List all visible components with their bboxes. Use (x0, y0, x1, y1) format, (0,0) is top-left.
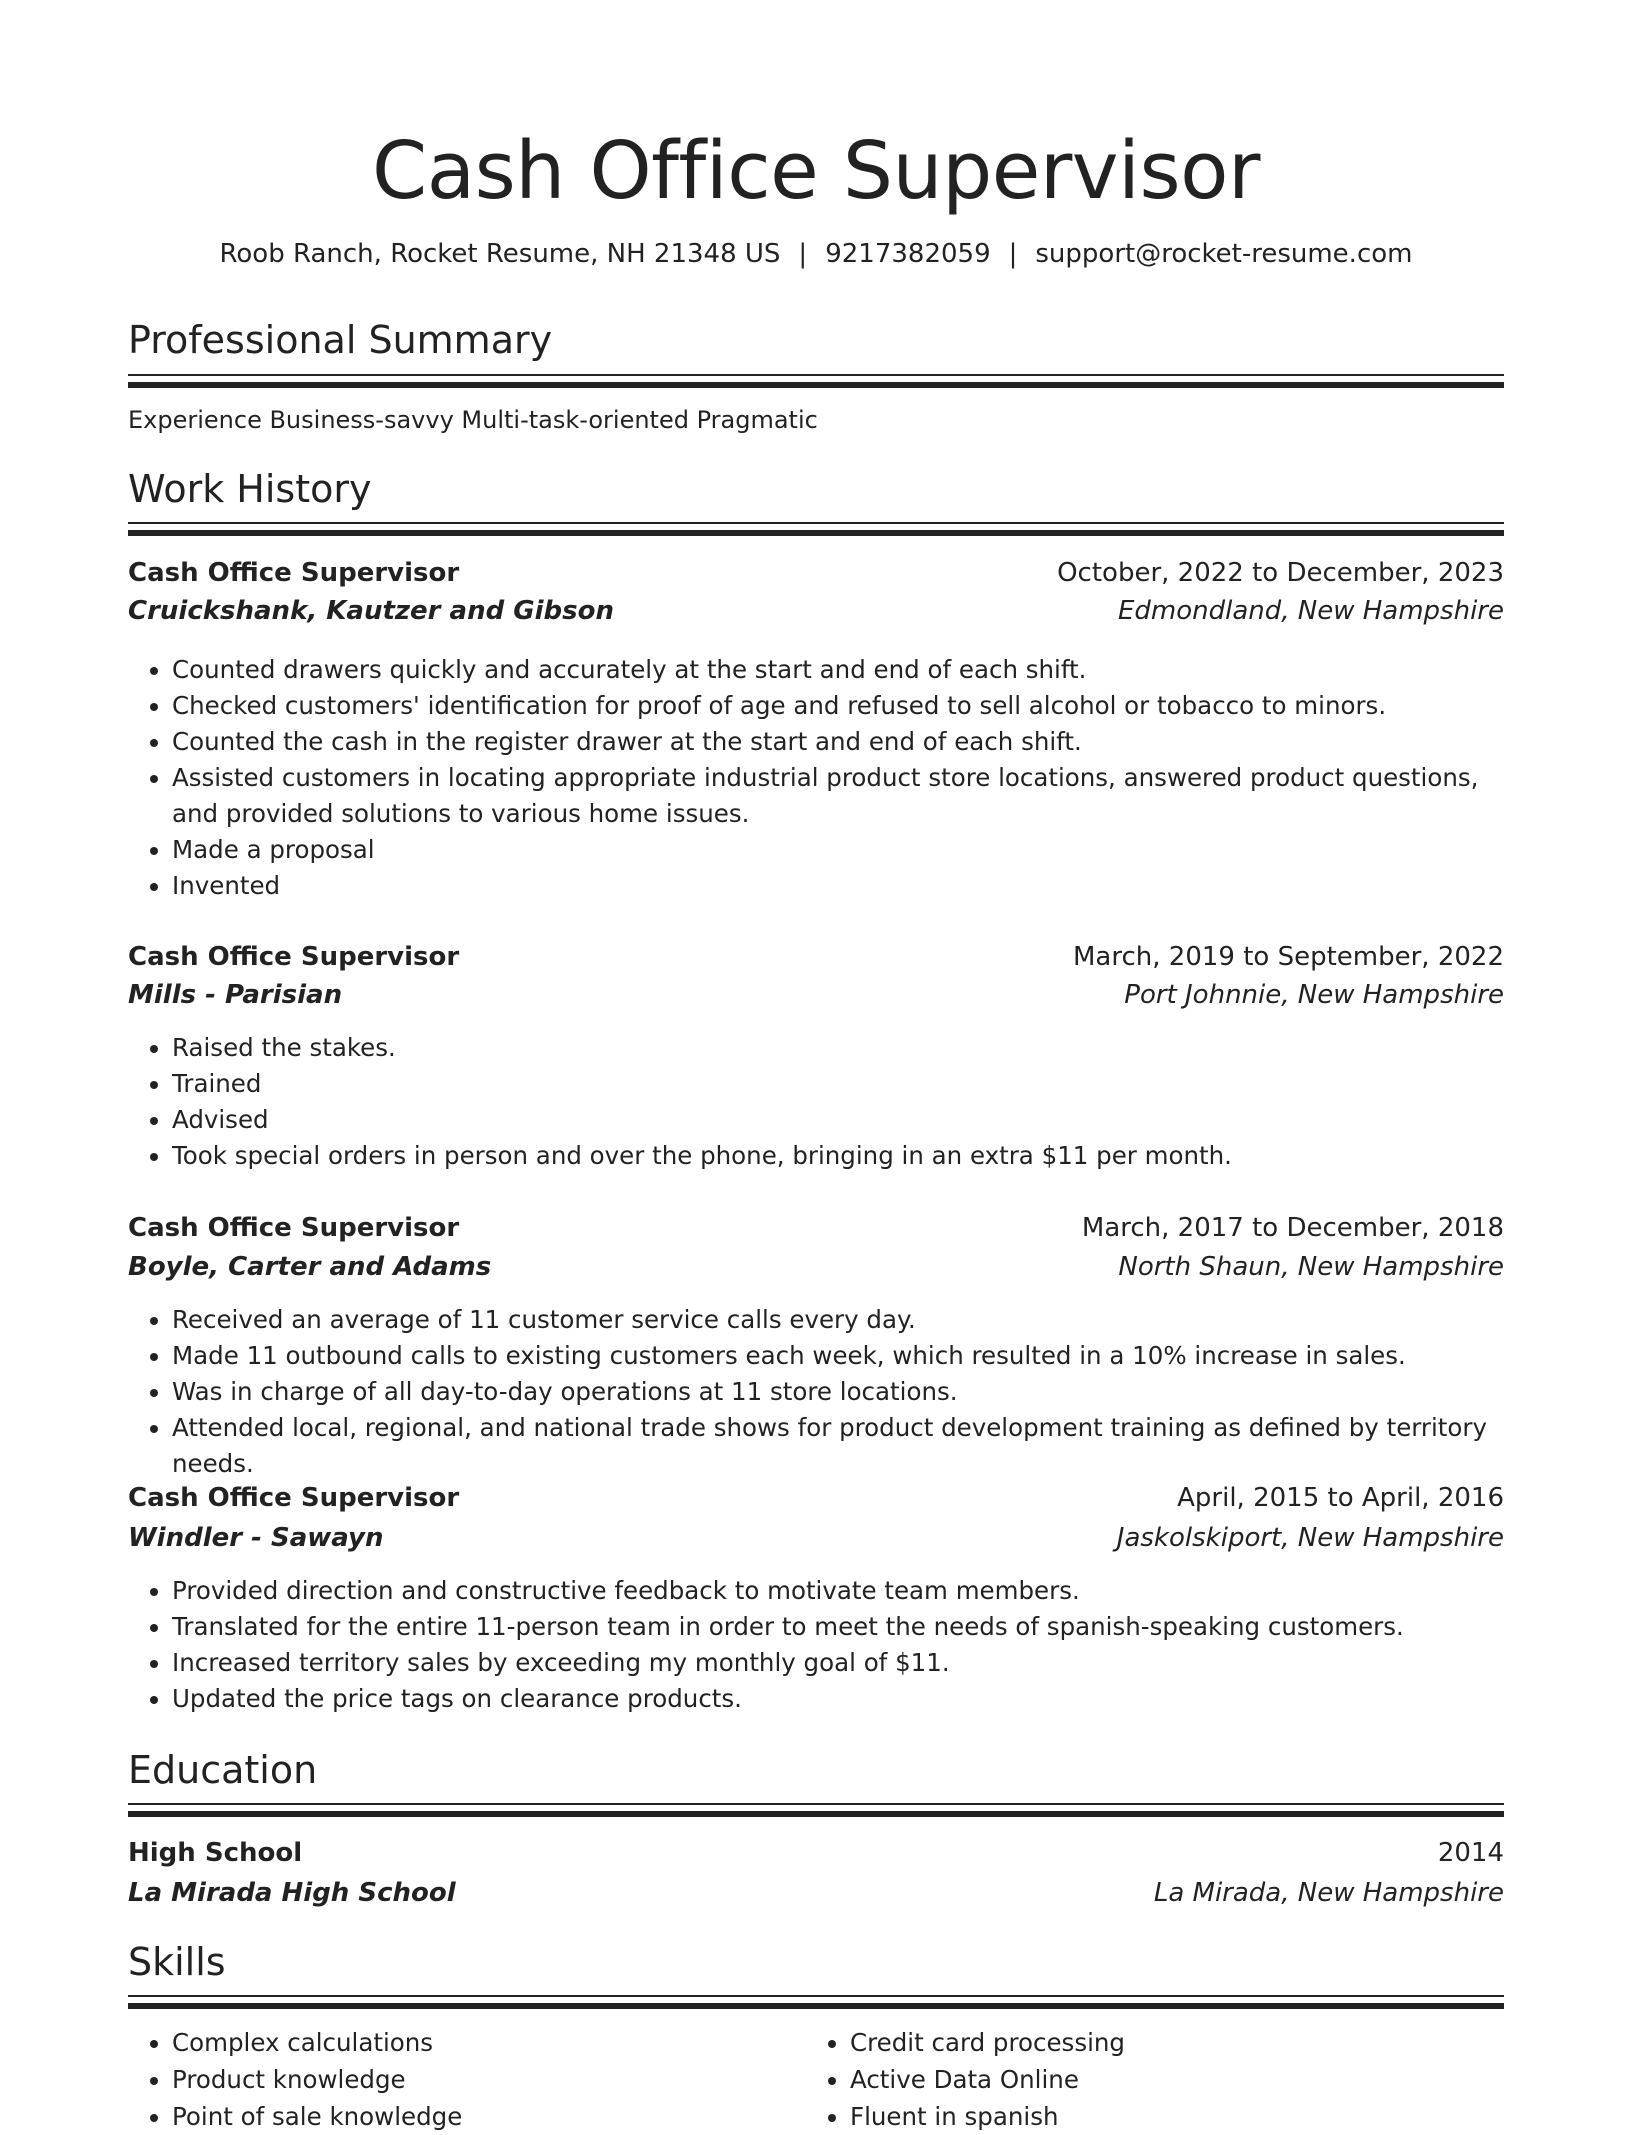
job-dates: March, 2019 to September, 2022 (1073, 942, 1504, 972)
section-divider (128, 1995, 1504, 2009)
resume-page (128, 0, 1504, 2131)
contact-line (128, 236, 1504, 272)
skill-item: • Fluent in spanish (850, 2098, 1470, 2135)
job-header (128, 555, 1504, 591)
section-divider (128, 374, 1504, 388)
job-employer: Windler - Sawayn (128, 1523, 384, 1553)
list-item: • Received an average of 11 customer service calls every day. (172, 1302, 1504, 1338)
list-item: • Made 11 outbound calls to existing customers each week, which resulted in a 10% increase in sales. (172, 1338, 1504, 1374)
list-item: • Increased territory sales by exceeding my monthly goal of $11. (172, 1645, 1504, 1681)
list-item: • Counted the cash in the register drawer at the start and end of each shift. (172, 724, 1504, 760)
list-item: • Raised the stakes. (172, 1030, 1504, 1066)
skills-list-left (128, 2024, 792, 2135)
summary-text: Experience Business-savvy Multi-task-oriented Pragmatic (128, 406, 818, 434)
contact-email: support@rocket-resume.com (1035, 239, 1413, 269)
job-bullets (128, 652, 1504, 904)
contact-separator: | (1008, 239, 1018, 269)
job-location: Edmondland, New Hampshire (1117, 596, 1504, 626)
job-bullets (128, 1302, 1504, 1482)
skill-item: • Credit card processing (850, 2024, 1470, 2061)
list-item: • Advised (172, 1102, 1504, 1138)
job-subheader (128, 1520, 1504, 1556)
list-item: • Provided direction and constructive feedback to motivate team members. (172, 1573, 1504, 1609)
job-employer: Mills - Parisian (128, 980, 343, 1010)
list-item: • Took special orders in person and over the phone, bringing in an extra $11 per month. (172, 1138, 1504, 1174)
job-dates: March, 2017 to December, 2018 (1081, 1213, 1504, 1243)
list-item: • Was in charge of all day-to-day operations at 11 store locations. (172, 1374, 1504, 1410)
job-dates: October, 2022 to December, 2023 (1057, 558, 1504, 588)
candidate-name: Cash Office Supervisor (372, 125, 1260, 217)
job-header (128, 1210, 1504, 1246)
list-item: • Made a proposal (172, 832, 1504, 868)
job-title: Cash Office Supervisor (128, 1483, 460, 1513)
skill-item: • Active Data Online (850, 2061, 1470, 2098)
section-divider (128, 1803, 1504, 1817)
job-header (128, 1480, 1504, 1516)
skill-item: • Complex calculations (172, 2024, 792, 2061)
job-subheader (128, 593, 1504, 629)
contact-separator: | (798, 239, 808, 269)
section-divider (128, 522, 1504, 536)
job-employer: Cruickshank, Kautzer and Gibson (128, 596, 614, 626)
education-year: 2014 (1437, 1838, 1504, 1868)
contact-phone: 9217382059 (825, 239, 991, 269)
education-subheader (128, 1875, 1504, 1911)
work-history-heading: Work History (128, 467, 372, 511)
list-item: • Invented (172, 868, 1504, 904)
education-location: La Mirada, New Hampshire (1153, 1878, 1504, 1908)
list-item: • Trained (172, 1066, 1504, 1102)
list-item: • Checked customers' identification for proof of age and refused to sell alcohol or tobacco to minors. (172, 688, 1504, 724)
list-item: • Assisted customers in locating appropriate industrial product store locations, answered product questions, and provided solutions to various home issues. (172, 760, 1504, 832)
education-header (128, 1835, 1504, 1871)
job-location: Port Johnnie, New Hampshire (1124, 980, 1504, 1010)
job-location: Jaskolskiport, New Hampshire (1116, 1523, 1504, 1553)
list-item: • Counted drawers quickly and accurately at the start and end of each shift. (172, 652, 1504, 688)
job-employer: Boyle, Carter and Adams (128, 1252, 492, 1282)
job-location: North Shaun, New Hampshire (1118, 1252, 1504, 1282)
job-subheader (128, 977, 1504, 1013)
job-dates: April, 2015 to April, 2016 (1177, 1483, 1504, 1513)
list-item: • Translated for the entire 11-person team in order to meet the needs of spanish-speaking customers. (172, 1609, 1504, 1645)
skills-list-right (806, 2024, 1470, 2135)
job-bullets (128, 1573, 1504, 1717)
list-item: • Updated the price tags on clearance products. (172, 1681, 1504, 1717)
education-degree: High School (128, 1838, 303, 1868)
skill-item: • Point of sale knowledge (172, 2098, 792, 2135)
job-bullets (128, 1030, 1504, 1174)
education-school: La Mirada High School (128, 1878, 456, 1908)
job-title: Cash Office Supervisor (128, 942, 460, 972)
skill-item: • Product knowledge (172, 2061, 792, 2098)
skills-heading: Skills (128, 1940, 226, 1984)
summary-heading: Professional Summary (128, 318, 553, 362)
job-header (128, 939, 1504, 975)
contact-address: Roob Ranch, Rocket Resume, NH 21348 US (219, 239, 781, 269)
job-subheader (128, 1249, 1504, 1285)
education-heading: Education (128, 1748, 318, 1792)
list-item: • Attended local, regional, and national trade shows for product development training as defined by territory needs. (172, 1410, 1504, 1482)
job-title: Cash Office Supervisor (128, 1213, 460, 1243)
job-title: Cash Office Supervisor (128, 558, 460, 588)
